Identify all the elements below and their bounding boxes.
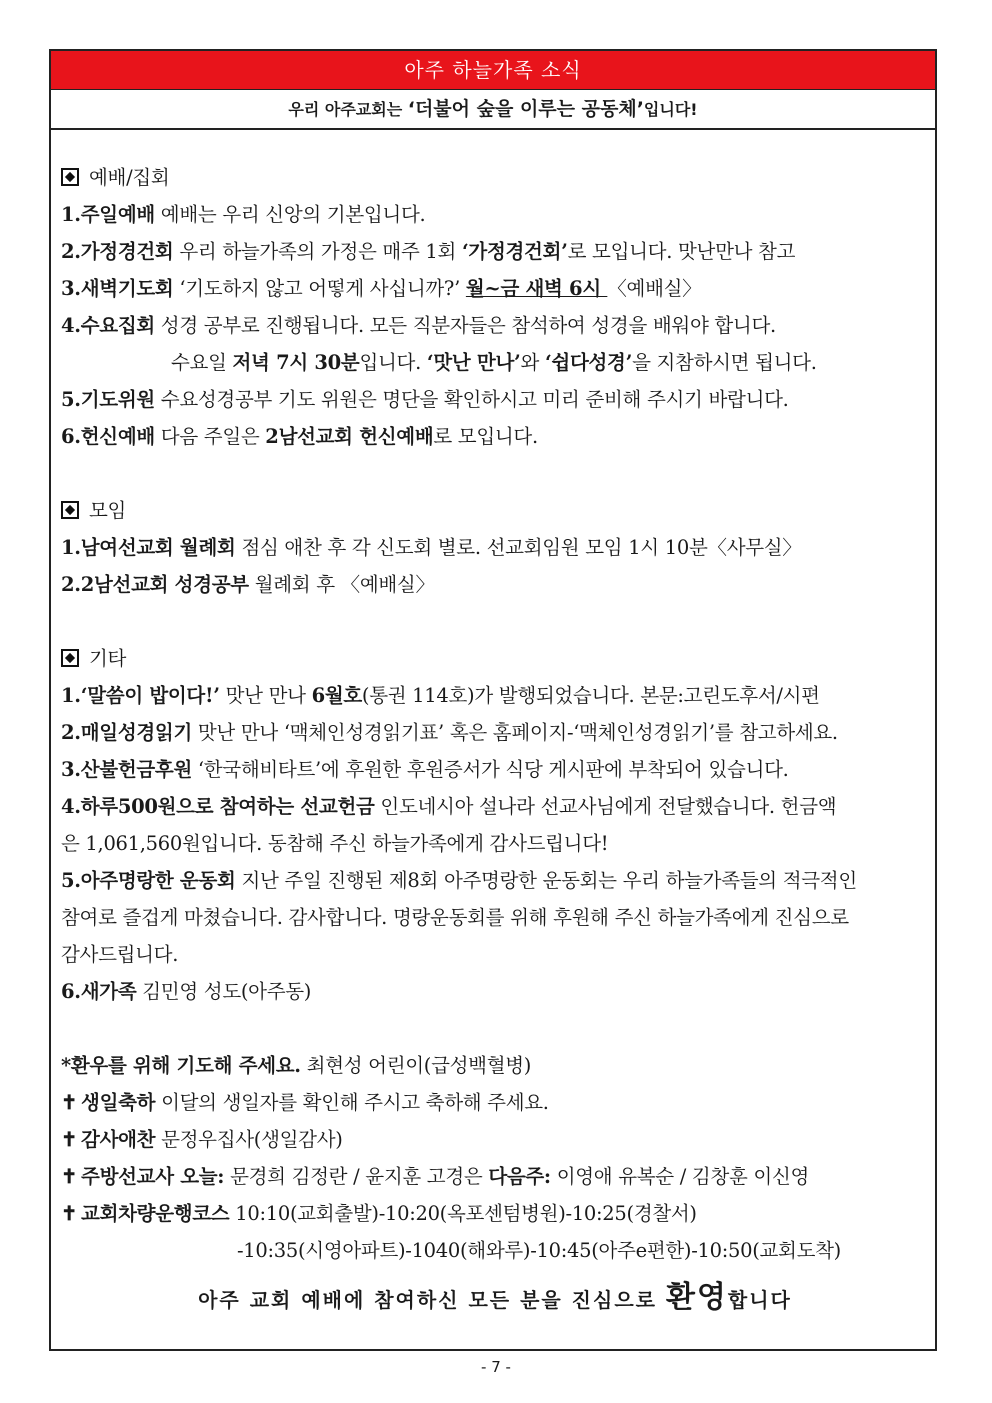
item-label: 1.남여선교회 월례회 [61,536,236,559]
etc-item-5 [61,862,929,899]
kitchen-next-label: 다음주: [488,1165,551,1188]
kitchen-next: 이영애 유복순 / 김창훈 이신영 [550,1165,810,1188]
worship-item-1 [61,196,929,233]
kitchen-label: 주방선교사 오늘: [81,1165,225,1188]
content [61,159,929,1323]
item-text: 로 모입니다. 맛난만나 참고 [567,240,796,263]
thanks-text: 문정우집사(생일감사) [155,1128,343,1151]
item-text: 수요성경공부 기도 위원은 명단을 확인하시고 미리 준비해 주시기 바랍니다. [154,388,789,411]
section-heading-etc [61,640,929,677]
item-label: 3.산불헌금후원 [61,758,192,781]
meeting-item-1 [61,529,929,566]
item-label: 3.새벽기도회 [61,277,174,300]
item-text: 우리 하늘가족의 가정은 매주 1회 [173,240,462,263]
item-text: 와 [520,351,545,374]
item-bold: 2남선교회 헌신예배 [265,425,434,448]
etc-item-1 [61,677,929,714]
item-text: 입니다. [359,351,427,374]
thanks-label: 감사애찬 [81,1128,156,1151]
kitchen-today: 문경희 김정란 / 윤지훈 고경은 [224,1165,489,1188]
birthday-text: 이달의 생일자를 확인해 주시고 축하해 주세요. [155,1091,549,1114]
welcome-pre: 아주 교회 예배에 참여하신 모든 분을 진심으로 [198,1288,666,1312]
etc-item-5-cont2: 감사드립니다. [61,943,179,966]
birthday-label: 생일축하 [81,1091,156,1114]
item-text: 성경 공부로 진행됩니다. 모든 직분자들은 참석하여 성경을 배워야 합니다. [154,314,776,337]
item-text: 맛난 만나 ‘맥체인성경읽기표’ 혹은 홈페이지-‘맥체인성경읽기’를 참고하세요. [191,721,838,744]
etc-item-4-cont: 은 1,061,560원입니다. 동참해 주신 하늘가족에게 감사드립니다! [61,832,609,855]
item-text: ‘기도하지 않고 어떻게 사십니까?’ [173,277,466,300]
item-bold: 6월호 [311,684,362,707]
bus-notice [61,1195,929,1232]
subtitle [51,90,935,130]
etc-item-3 [61,751,929,788]
item-text: 로 모입니다. [433,425,538,448]
bus-text: 10:10(교회출발)-10:20(옥포센텀병원)-10:25(경찰서) [229,1202,697,1225]
prayer-label: *환우를 위해 기도해 주세요. [61,1054,301,1077]
subtitle-quote: ‘더불어 숲을 이루는 공동체’ [407,98,644,120]
spacer [61,603,929,640]
meeting-item-2 [61,566,929,603]
diamond-box-icon [61,168,79,186]
item-text: 수요일 [171,351,233,374]
worship-item-4 [61,307,929,344]
kitchen-notice [61,1158,929,1195]
spacer [61,455,929,492]
cross-icon: ✝ [61,1128,78,1151]
item-bold: 저녁 7시 30분 [232,351,360,374]
diamond-box-icon [61,649,79,667]
diamond-box-icon [61,501,79,519]
item-label: 2.매일성경읽기 [61,721,192,744]
item-label: 2.2남선교회 성경공부 [61,573,249,596]
item-bold: ‘쉽다성경’ [544,351,633,374]
heading-text: 예배/집회 [89,166,170,189]
item-text: 인도네시아 설나라 선교사님에게 전달했습니다. 헌금액 [374,795,837,818]
etc-item-4 [61,788,929,825]
etc-item-6 [61,973,929,1010]
item-text: 월례회 후 〈예배실〉 [248,573,435,596]
item-text: 예배는 우리 신앙의 기본입니다. [154,203,426,226]
worship-item-6 [61,418,929,455]
birthday-notice [61,1084,929,1121]
item-label: 4.하루500원으로 참여하는 선교헌금 [61,795,375,818]
welcome-post: 합니다 [727,1288,792,1312]
item-text: (통권 114호)가 발행되었습니다. 본문:고린도후서/시편 [361,684,820,707]
item-text: 을 지참하시면 됩니다. [632,351,817,374]
worship-item-3 [61,270,929,307]
item-text: 맛난 만나 [219,684,312,707]
item-text: 지난 주일 진행된 제8회 아주명랑한 운동회는 우리 하늘가족들의 적극적인 [235,869,857,892]
section-heading-worship [61,159,929,196]
item-label: 6.헌신예배 [61,425,155,448]
subtitle-pre: 우리 아주교회는 [288,100,408,119]
item-text: ‘한국해비타트’에 후원한 후원증서가 식당 게시판에 부착되어 있습니다. [191,758,789,781]
heading-text: 기타 [89,647,127,670]
page-number: - 7 - [481,1358,511,1376]
subtitle-post: 입니다! [643,100,698,119]
item-label: 4.수요집회 [61,314,155,337]
bus-label: 교회차량운행코스 [81,1202,230,1225]
item-label: 5.아주명랑한 운동회 [61,869,236,892]
item-label: 6.새가족 [61,980,137,1003]
prayer-text: 최현성 어린이(급성백혈병) [300,1054,532,1077]
banner-title: 아주 하늘가족 소식 [51,51,935,90]
item-label: 1.주일예배 [61,203,155,226]
item-label: 1.‘말씀이 밥이다!’ [61,684,220,707]
bus-notice-cont: -10:35(시영아파트)-1040(해와루)-10:45(아주e편한)-10:50(교회도착) [237,1239,841,1262]
cross-icon: ✝ [61,1091,78,1114]
prayer-request [61,1047,929,1084]
spacer [61,1010,929,1047]
worship-item-5 [61,381,929,418]
etc-item-5-cont1: 참여로 즐겁게 마쳤습니다. 감사합니다. 명랑운동회를 위해 후원해 주신 하늘가족에게 진심으로 [61,906,849,929]
newsletter-frame [49,49,937,1351]
section-heading-meeting [61,492,929,529]
item-label: 5.기도위원 [61,388,155,411]
item-label: 2.가정경건회 [61,240,174,263]
thanks-notice [61,1121,929,1158]
heading-text: 모임 [89,499,127,522]
item-text: 다음 주일은 [154,425,266,448]
item-bold-underline: 월~금 새벽 6시 [465,277,608,300]
item-text: 김민영 성도(아주동) [136,980,312,1003]
welcome-message [61,1273,929,1323]
worship-item-4-cont [61,344,929,381]
item-bold: ‘맛난 만나’ [426,351,521,374]
item-text: 점심 애찬 후 각 신도회 별로. 선교회임원 모임 1시 10분〈사무실〉 [235,536,802,559]
welcome-big: 환영 [665,1280,728,1315]
item-text: 〈예배실〉 [607,277,702,300]
cross-icon: ✝ [61,1165,78,1188]
etc-item-2 [61,714,929,751]
cross-icon: ✝ [61,1202,78,1225]
item-bold: ‘가정경건회’ [461,240,568,263]
worship-item-2 [61,233,929,270]
